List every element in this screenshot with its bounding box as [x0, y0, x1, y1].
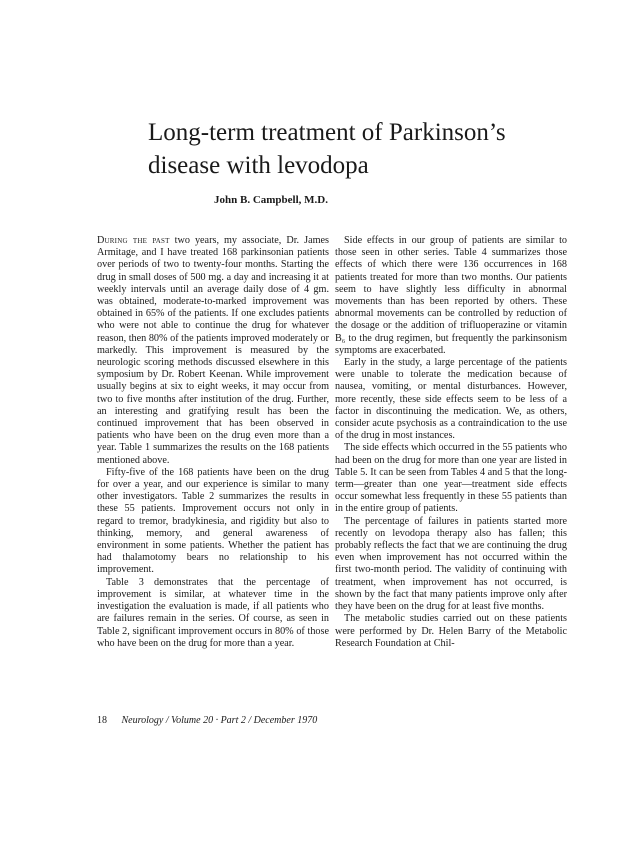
- paragraph: Side effects in our group of patients are similar to those seen in other series. Table 4 summarizes those effects of which there were 136 occurrences in 168 patients treated for more than two months. Our patients seem to have slightly less difficulty in abnormal movements than has been reported by others. These abnormal movements can be controlled by reduction of the dosage or the addition of trifluoperazine or vitamin B₆ to the drug regimen, but frequently the parkinsonism symptoms are exacerbated.: [335, 235, 567, 356]
- paragraph: The metabolic studies carried out on these patients were performed by Dr. Helen Barry of the Metabolic Research Foundation at Chil-: [335, 613, 567, 649]
- lead-in: During the past: [97, 235, 170, 246]
- page-number: 18: [97, 715, 107, 726]
- journal-citation: Neurology / Volume 20 · Part 2 / December 1970: [121, 715, 318, 726]
- paragraph: Table 3 demonstrates that the percentage of improvement is similar, at whatever time in the investigation the evaluation is made, if all patients who are failures remain in the series. Of course, as seen in Table 2, significant improvement occurs in 80% of those who have been on the drug for more than a year.: [97, 576, 329, 649]
- page-footer: [97, 715, 317, 726]
- paragraph: Early in the study, a large percentage of the patients were unable to tolerate the medication because of nausea, vomiting, or mental disturbances. However, more recently, these side effects seem to be less of a factor in discontinuing the medication. We, as others, consider acute psychosis as a contraindication to the use of the drug in most instances.: [335, 357, 567, 442]
- paragraph: The percentage of failures in patients started more recently on levodopa therapy also has fallen; this probably reflects the fact that we are continuing the drug even when improvement has not occurred within the first two-month period. The validity of continuing with treatment, when improvement has not occurred, is shown by the fact that many patients improve only after they have been on the drug for at least five months.: [335, 515, 567, 613]
- paragraph: The side effects which occurred in the 55 patients who had been on the drug for more than one year are listed in Table 5. It can be seen from Tables 4 and 5 that the long-term—greater than one year—treatment side effects occur somewhat less frequently in these 55 patients than in the entire group of patients.: [335, 442, 567, 515]
- paragraph: [97, 235, 329, 467]
- right-column: [335, 235, 567, 650]
- left-column: [97, 235, 329, 650]
- author-byline: John B. Campbell, M.D.: [214, 194, 328, 206]
- article-title: Long-term treatment of Parkinson’s disease with levodopa: [148, 119, 506, 179]
- paragraph-text: two years, my associate, Dr. James Armitage, and I have treated 168 parkinsonian patients over periods of two to twenty-four months. Starting the drug in small doses of 500 mg. a day and increasing it at weekly intervals until an average daily dose of 4 gm. was obtained, moderate-to-marked improvement was obtained in 65% of the patients. If one excludes patients who were not able to continue the drug for whatever reason, then 80% of the patients improved moderately or markedly. This improvement is measured by the neurologic scoring methods discussed elsewhere in this symposium by Dr. Robert Keenan. While improvement usually begins at six to eight weeks, it may occur from two to five months after institution of the drug. Further, an interesting and gratifying result has been the continued improvement that has been observed in patients who have been on the drug even more than a year. Table 1 summarizes the results on the 168 patients mentioned above.: [97, 235, 329, 466]
- paragraph: Fifty-five of the 168 patients have been on the drug for over a year, and our experience is similar to many other investigators. Table 2 summarizes the results in these 55 patients. Improvement occurs not only in regard to tremor, bradykinesia, and rigidity but also to thinking, memory, and general awareness of environment in some patients. Whether the patient has had thalamotomy bears no relationship to his improvement.: [97, 466, 329, 576]
